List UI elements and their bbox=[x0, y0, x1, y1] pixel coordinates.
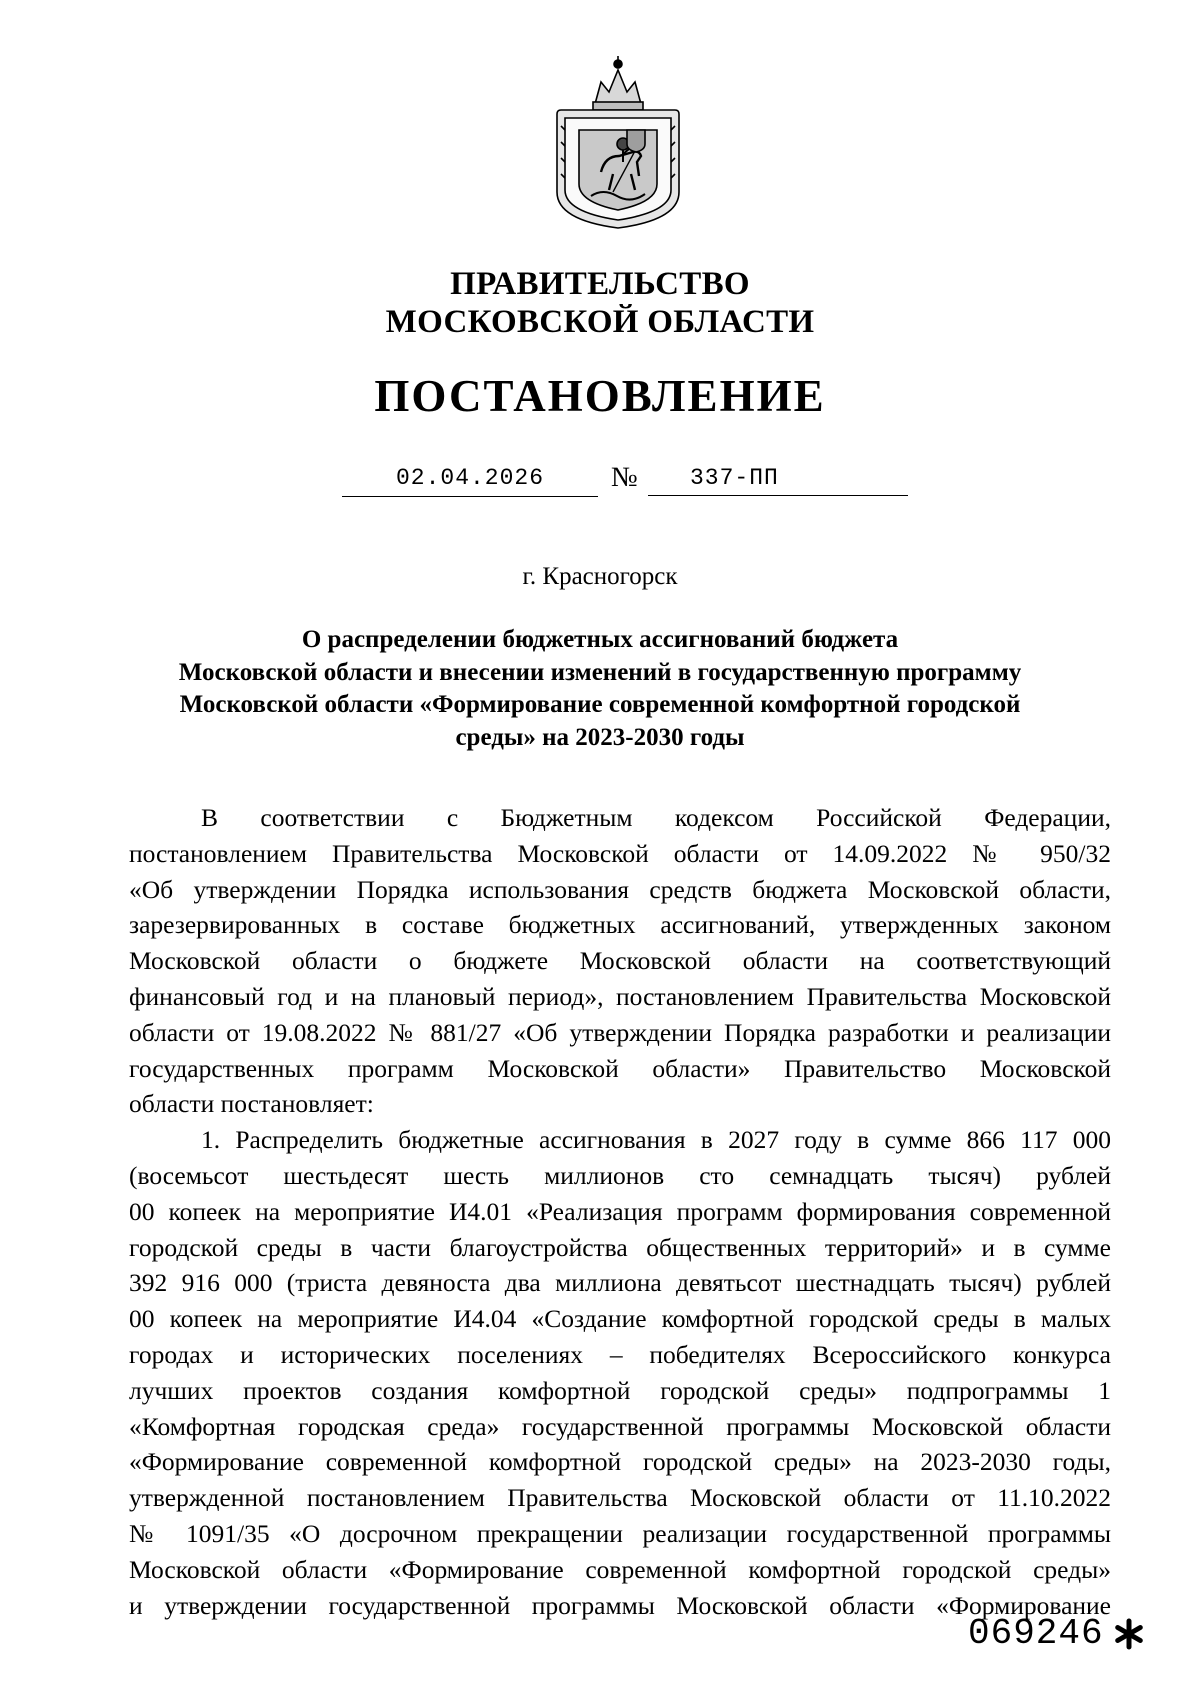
organization-name-line2: МОСКОВСКОЙ ОБЛАСТИ bbox=[385, 304, 815, 340]
date-number-row bbox=[0, 460, 1200, 502]
body-line: «Комфортная городская среда» государственной программы Московской области bbox=[129, 1411, 1111, 1441]
number-sign: № bbox=[611, 462, 638, 493]
body-line: и утверждении государственной программы Московской области «Формирование bbox=[129, 1590, 1111, 1620]
body-line: 00 копеек на мероприятие И4.04 «Создание комфортной городской среды в малых bbox=[129, 1304, 1111, 1334]
city-line: г. Красногорск bbox=[522, 563, 678, 590]
body-line: 392 916 000 (триста девяноста два миллиона девятьсот шестнадцать тысяч) рублей bbox=[129, 1268, 1111, 1298]
body-line: постановлением Правительства Московской области от 14.09.2022 № 950/32 bbox=[129, 838, 1111, 868]
moscow-oblast-coat-of-arms-icon bbox=[543, 52, 693, 230]
heading-line: среды» на 2023-2030 годы bbox=[455, 723, 745, 751]
body-line: области от 19.08.2022 № 881/27 «Об утверждении Порядка разработки и реализации bbox=[129, 1017, 1111, 1047]
body-line: утвержденной постановлением Правительства Московской области от 11.10.2022 bbox=[129, 1483, 1111, 1513]
body-line: зарезервированных в составе бюджетных ассигнований, утвержденных законом bbox=[129, 910, 1111, 940]
asterisk-icon bbox=[1113, 1618, 1145, 1650]
document-body bbox=[129, 800, 1111, 1623]
body-line: № 1091/35 «О досрочном прекращении реализации государственной программы bbox=[129, 1518, 1111, 1548]
body-line: 1. Распределить бюджетные ассигнования в 2027 году в сумме 866 117 000 bbox=[201, 1125, 1111, 1155]
document-date: 02.04.2026 bbox=[342, 460, 598, 497]
body-line: Московской области «Формирование современной комфортной городской среды» bbox=[129, 1554, 1111, 1584]
heading-line: О распределении бюджетных ассигнований бюджета bbox=[301, 626, 899, 653]
serial-number: 069246 bbox=[968, 1613, 1104, 1654]
body-line: городах и исторических поселениях – победителях Всероссийского конкурса bbox=[129, 1339, 1111, 1369]
body-line: финансовый год и на плановый период», постановлением Правительства Московской bbox=[129, 981, 1111, 1011]
body-line: лучших проектов создания комфортной городской среды» подпрограммы 1 bbox=[129, 1375, 1111, 1405]
body-line: «Формирование современной комфортной городской среды» на 2023-2030 годы, bbox=[129, 1447, 1111, 1477]
document-type-title: ПОСТАНОВЛЕНИЕ bbox=[374, 371, 826, 421]
body-line: (восемьсот шестьдесят шесть миллионов сто семнадцать тысяч) рублей bbox=[129, 1160, 1111, 1190]
heading-line: Московской области «Формирование современной комфортной городской bbox=[179, 691, 1021, 718]
body-line: области постановляет: bbox=[129, 1089, 374, 1119]
heading-line: Московской области и внесении изменений в государственную программу bbox=[178, 658, 1022, 686]
document-number: 337-ПП bbox=[648, 460, 908, 496]
body-line: Московской области о бюджете Московской области на соответствующий bbox=[129, 946, 1111, 976]
body-line: В соответствии с Бюджетным кодексом Российской Федерации, bbox=[201, 803, 1111, 832]
body-line: государственных программ Московской области» Правительство Московской bbox=[129, 1053, 1111, 1083]
organization-name-line1: ПРАВИТЕЛЬСТВО bbox=[450, 266, 750, 302]
document-heading bbox=[150, 624, 1050, 754]
body-line: «Об утверждении Порядка использования средств бюджета Московской области, bbox=[129, 874, 1111, 904]
body-line: городской среды в части благоустройства общественных территорий» и в сумме bbox=[129, 1232, 1111, 1262]
body-line: 00 копеек на мероприятие И4.01 «Реализация программ формирования современной bbox=[129, 1196, 1111, 1226]
